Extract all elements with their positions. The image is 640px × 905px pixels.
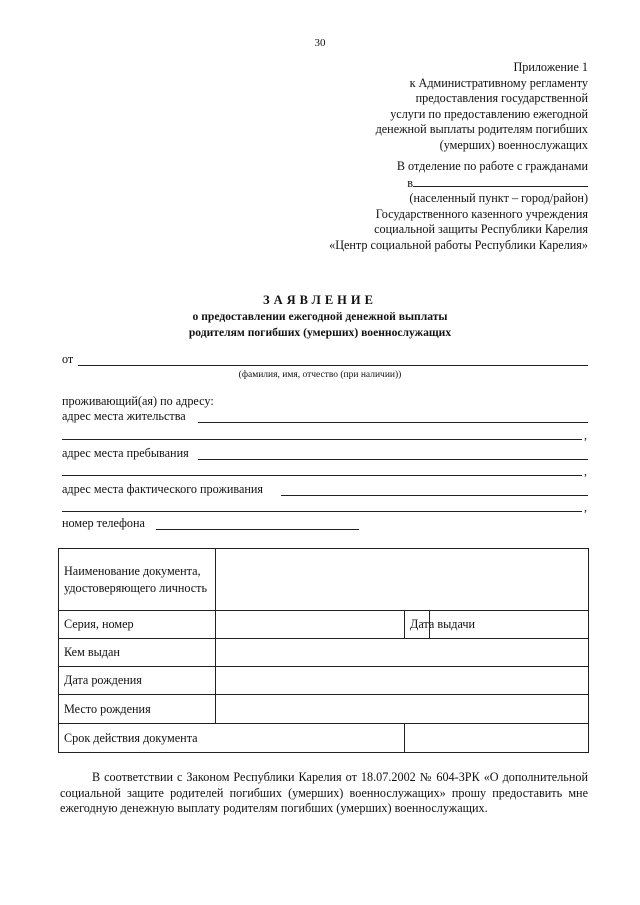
document-title: ЗАЯВЛЕНИЕ <box>263 293 377 307</box>
addressee-line: (населенный пункт – город/район) <box>409 191 588 206</box>
birth-place-label: Место рождения <box>59 695 216 724</box>
birth-place-input[interactable] <box>216 695 589 724</box>
addressee-line: социальной защиты Республики Карелия <box>374 222 588 237</box>
appendix-line: денежной выплаты родителям погибших <box>375 122 588 137</box>
comma: , <box>584 428 587 442</box>
validity-input[interactable] <box>405 724 589 753</box>
phone-field[interactable] <box>156 529 359 530</box>
stay-label: адрес места пребывания <box>62 446 189 460</box>
doc-name-label: Наименование документа, удостоверяющего личность <box>59 549 216 611</box>
birth-date-input[interactable] <box>216 667 589 695</box>
birth-date-label: Дата рождения <box>59 667 216 695</box>
residing-label: проживающий(ая) по адресу: <box>62 394 214 408</box>
document-subtitle: родителям погибших (умерших) военнослужащих <box>188 326 452 339</box>
statement-paragraph <box>60 770 588 817</box>
addressee-prefix: в <box>407 175 413 190</box>
table-row <box>59 724 589 753</box>
actual-address-field-continued[interactable] <box>62 511 582 512</box>
addressee-line: «Центр социальной работы Республики Карелия» <box>329 237 588 252</box>
comma: , <box>584 500 587 514</box>
identity-document-table <box>58 548 589 753</box>
doc-name-input[interactable] <box>216 549 589 611</box>
issue-date-label <box>405 611 476 639</box>
appendix-line: (умерших) военнослужащих <box>439 137 588 152</box>
city-blank-field[interactable] <box>413 175 588 187</box>
validity-label: Срок действия документа <box>59 724 405 753</box>
appendix-block <box>376 60 588 154</box>
from-label: от <box>62 352 74 366</box>
appendix-line: Приложение 1 <box>513 60 588 74</box>
appendix-line: предоставления государственной <box>415 91 588 106</box>
series-label: Серия, номер <box>59 611 216 639</box>
issued-by-input[interactable] <box>216 639 589 667</box>
table-row <box>59 667 589 695</box>
addressee-block <box>329 159 588 254</box>
table-row <box>59 695 589 724</box>
actual-address-label: адрес места фактического проживания <box>62 482 264 496</box>
stay-field[interactable] <box>198 459 588 460</box>
series-input[interactable] <box>216 611 405 639</box>
page-number: 30 <box>314 37 326 49</box>
table-row <box>59 639 589 667</box>
residence-field-continued[interactable] <box>62 439 582 440</box>
appendix-line: услуги по предоставлению ежегодной <box>390 106 588 121</box>
residence-label: адрес места жительства <box>62 409 186 423</box>
document-subtitle: о предоставлении ежегодной денежной выплаты <box>192 310 448 323</box>
addressee-line: Государственного казенного учреждения <box>375 206 588 221</box>
appendix-line: к Административному регламенту <box>409 75 588 90</box>
comma: , <box>584 464 587 478</box>
table-row <box>59 549 589 611</box>
issue-date-text: Дата выдачи <box>410 617 476 631</box>
addressee-line: В отделение по работе с гражданами <box>396 159 588 173</box>
statement-text: В соответствии с Законом Республики Карелия от 18.07.2002 № 604-ЗРК «О дополнительной социальной защите родителей погибших (умерших) военнослужащих» прошу предоставить мне ежегодную денежную выплату родителям погибших (умерших) военнослужащих. <box>60 770 588 815</box>
actual-address-field[interactable] <box>281 495 588 496</box>
from-field[interactable] <box>78 365 588 366</box>
addressee-city-line <box>329 175 588 192</box>
issued-by-label: Кем выдан <box>59 639 216 667</box>
residence-field[interactable] <box>198 422 588 423</box>
stay-field-continued[interactable] <box>62 475 582 476</box>
table-row <box>59 611 589 639</box>
from-caption: (фамилия, имя, отчество (при наличии)) <box>238 370 402 380</box>
phone-label: номер телефона <box>62 516 145 530</box>
